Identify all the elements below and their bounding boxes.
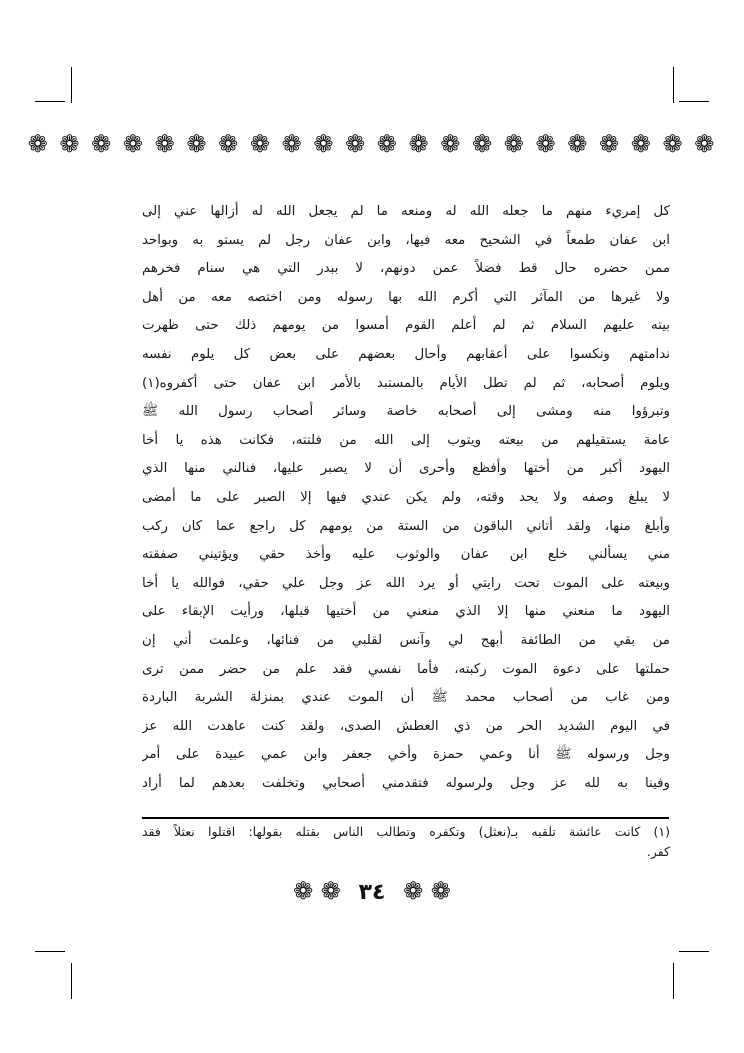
footnote-line: كفر. <box>646 844 670 859</box>
page-number: ٣٤ <box>358 880 386 905</box>
text-line: وأبلغ منها، ولقد أتاني الباقون من الستة من يومهم كل راجع عما كان ركب <box>142 518 670 534</box>
ornament-flower-icon: ❁ ❁ <box>403 877 451 905</box>
text-line: ابن عفان طمعاً في الشحيح معه فيها، وابن عفان رجل لم يستو به وبواحد <box>142 232 670 248</box>
crop-mark-top-right-horizontal <box>679 101 709 102</box>
crop-mark-bottom-right-horizontal <box>679 951 709 952</box>
text-line: بيته عليهم السلام ثم لم أعلم القوم أمسوا من يومهم ذلك حتى ظهرت <box>142 318 670 334</box>
text-line: اليهود ما منعني منها إلا الذي منعني من أختيها قبلها، ورأيت الإبقاء على <box>142 604 670 620</box>
page-number-row <box>0 877 744 905</box>
text-line: وبيعته على الموت تحت رايتي أو يرد الله عز وجل علي حقي، فوالله يا أخا <box>142 575 670 591</box>
text-line: ومن غاب من أصحاب محمد ﷺ أن الموت عندي بمنزلة الشربة الباردة <box>142 690 670 706</box>
crop-mark-bottom-right-vertical <box>673 963 674 999</box>
text-line: من بقي من الطائفة أبهج لي وآنس لقلبي من فنائها، وعلمت أني إن <box>142 632 670 648</box>
text-line: كل إمريء منهم ما جعله الله له ومنعه ما لم يجعل الله له أزالها عني إلى <box>142 204 670 219</box>
text-line: لا يبلغ وصفه ولا يحد وقته، ولم يكن عندي فيها إلا الصبر على ما أمضى <box>142 489 670 505</box>
text-line: ندامتهم ونكسوا على أعقابهم وأحال بعضهم على بعض كل يلوم نفسه <box>142 346 670 362</box>
text-line: ولا غيرها من المآثر التي أكرم الله بها رسوله ومن اختصه معه من أهل <box>142 289 670 305</box>
text-line: وجل ورسوله ﷺ أنا وعمي حمزة وأخي جعفر وابن عمي عبيدة على أمر <box>142 747 670 763</box>
crop-mark-top-left-vertical <box>71 67 72 103</box>
footnote <box>142 822 670 862</box>
text-line: عامة يستقيلهم من بيعته ويتوب إلى الله من فلتته، فكانت هذه يا أخا <box>142 432 670 448</box>
text-line: ويلوم أصحابه، ثم لم تطل الأيام بالمستبد بالأمر ابن عفان حتى أكفروه(١) <box>142 375 670 391</box>
crop-mark-bottom-left-vertical <box>71 963 72 999</box>
text-line: حملتها على دعوة الموت ركبته، فأما نفسي فقد علم من حضر ممن ترى <box>142 661 670 677</box>
text-line: في اليوم الشديد الحر من ذي العطش الصدى، ولقد كنت عاهدت الله عز <box>142 718 670 734</box>
ornament-flower-icon: ❁ ❁ <box>293 877 341 905</box>
footnote-line: (١) كانت عائشة تلقبه بـ(نعثل) وتكفره وتطالب الناس بقتله بقولها: اقتلوا نعثلاً فقد <box>142 824 670 839</box>
text-line: وتبرؤوا منه ومشى إلى أصحابه خاصة وسائر أصحاب رسول الله ﷺ <box>142 404 670 420</box>
text-line: وفينا به لله عز وجل ولرسوله فتقدمني أصحابي وتخلفت بعدهم لما أراد <box>142 775 670 791</box>
ornament-border-top: ❁ ❁ ❁ ❁ ❁ ❁ ❁ ❁ ❁ ❁ ❁ ❁ ❁ ❁ ❁ ❁ ❁ ❁ ❁ ❁ ❁ ❁ <box>27 130 717 158</box>
text-line: اليهود أكبر من أختها وأفظع وأحرى أن لا يصبر عليها، فنالني منها الذي <box>142 461 670 477</box>
crop-mark-top-right-vertical <box>673 67 674 103</box>
footnote-separator <box>142 817 669 819</box>
crop-mark-top-left-horizontal <box>35 101 65 102</box>
body-text <box>142 198 670 798</box>
text-line: ممن حضره حال قط فضلاً عمن دونهم، لا ببدر التي هي سنام فخرهم <box>142 261 670 277</box>
text-line: مني يسألني خلع ابن عفان والوثوب عليه وأخذ حقي ويؤتيني صفقته <box>142 547 670 563</box>
crop-mark-bottom-left-horizontal <box>35 951 65 952</box>
